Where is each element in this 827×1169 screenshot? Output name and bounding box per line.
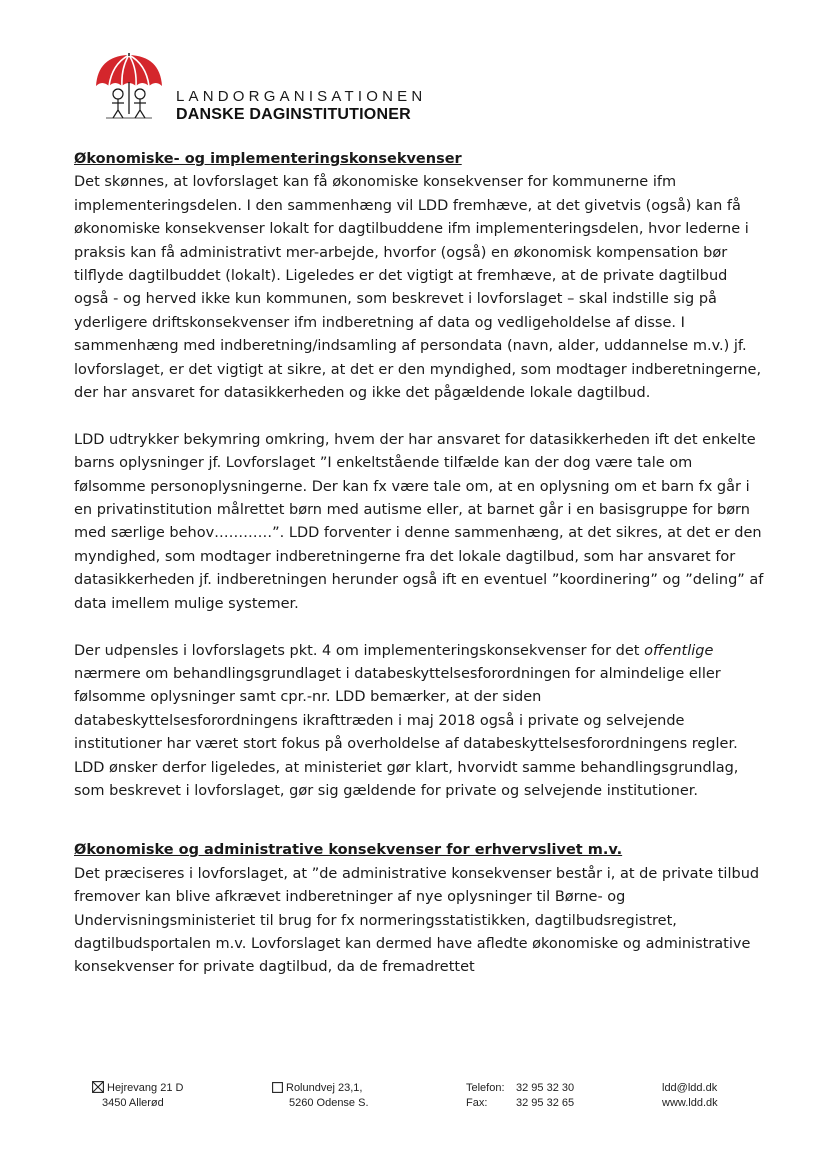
phone-number: 32 95 32 30 xyxy=(516,1082,575,1094)
address-2-city: 5260 Odense S. xyxy=(289,1097,369,1109)
website-link[interactable]: www.ldd.dk xyxy=(662,1097,718,1109)
address-2-street: Rolundvej 23,1, xyxy=(286,1082,363,1094)
section-heading: Økonomiske og administrative konsekvenser for erhvervslivet m.v. xyxy=(74,842,623,859)
contact-labels xyxy=(466,1081,505,1111)
section-heading: Økonomiske- og implementeringskonsekvenser xyxy=(74,151,462,167)
letterhead-footer xyxy=(0,1081,827,1121)
mailbox-icon xyxy=(92,1081,104,1093)
paragraph xyxy=(74,640,764,804)
address-block-1 xyxy=(92,1081,183,1111)
paragraph-text: Der udpensles i lovforslagets pkt. 4 om implementeringskonsekvenser for det xyxy=(74,642,640,659)
contact-values xyxy=(516,1081,574,1111)
org-name-line1: LANDORGANISATIONEN xyxy=(176,88,427,105)
address-1-street: Hejrevang 21 D xyxy=(107,1082,184,1094)
address-1-city: 3450 Allerød xyxy=(102,1097,164,1109)
paragraph: Det skønnes, at lovforslaget kan få økonomiske konsekvenser for kommunerne ifm implementeringsdelen. I den sammenhæng vil LDD fremhæve, at det givetvis (også) kan få økonomiske konsekvenser lokalt for dagtilbuddene ifm implementeringsdelen, hvor lederne i praksis kan få administrativt mer-arbejde, hvorfor (også) en økonomisk kompensation bør tilflyde dagtilbuddet (lokalt). Ligeledes er det vigtigt at fremhæve, at de private dagtilbud også - og herved ikke kun kommunen, som beskrevet i lovforslaget – skal indstille sig på yderligere driftskonsekvenser ifm indberetning af data og vedligeholdelse af disse. I sammenhæng med indberetning/indsamling af persondata (navn, alder, uddannelse m.v.) jf. lovforslaget, er det vigtigt at sikre, at det er den myndighed, som modtager indberetningerne, der har ansvaret for datasikkerheden og ikke det pågældende lokale dagtilbud. xyxy=(74,174,762,402)
paragraph: LDD udtrykker bekymring omkring, hvem der har ansvaret for datasikkerheden ift det enkelte barns oplysninger jf. Lovforslaget ”I enkeltstående tilfælde kan der dog være tale om følsomme personoplysningerne. Der kan fx være tale om, at en oplysning om et barn fx går i en privatinstitution målrettet børn med autisme eller, at barnet går i en basisgruppe for børn med særlige behov…………”. LDD forventer i denne sammenhæng, at det sikres, at det er den myndighed, som modtager indberetningerne fra det lokale dagtilbud, som har ansvaret for datasikkerheden jf. indberetningen herunder også ift en eventuel ”koordinering” og ”deling” af data imellem mulige systemer. xyxy=(74,431,764,612)
paragraph-text: nærmere om behandlingsgrundlaget i databeskyttelsesforordningen for almindelige eller følsomme oplysninger samt cpr.-nr. LDD bemærker, at der siden databeskyttelsesforordningens ikrafttræden i maj 2018 også i private og selvejende institutioner har været stort fokus på overholdelse af databeskyttelsesforordningens regler. LDD ønsker derfor ligeledes, at ministeriet gør klart, hvorvidt samme behandlingsgrundlag, som beskrevet i lovforslaget, gør sig gældende for private og selvejende institutioner. xyxy=(74,665,739,799)
email-link[interactable]: ldd@ldd.dk xyxy=(662,1082,718,1094)
fax-label: Fax: xyxy=(466,1097,488,1109)
phone-label: Telefon: xyxy=(466,1082,505,1094)
fax-number: 32 95 32 65 xyxy=(516,1097,575,1109)
address-block-2 xyxy=(272,1081,369,1111)
org-name-line2: DANSKE DAGINSTITUTIONER xyxy=(176,106,411,123)
emphasized-word: offentlige xyxy=(644,642,714,659)
checkbox-icon xyxy=(272,1082,283,1093)
paragraph: Det præciseres i lovforslaget, at ”de administrative konsekvenser består i, at de private tilbud fremover kan blive afkrævet indberetninger af nye oplysninger til Børne- og Undervisningsministeriet til brug for fx normeringsstatistikken, dagtilbudsregistret, dagtilbudsportalen m.v. Lovforslaget kan dermed have afledte økonomiske og administrative konsekvenser for private dagtilbud, da de fremadrettet xyxy=(74,865,760,976)
umbrella-children-logo xyxy=(92,52,166,122)
document-body xyxy=(74,148,764,980)
web-contact xyxy=(662,1081,718,1111)
